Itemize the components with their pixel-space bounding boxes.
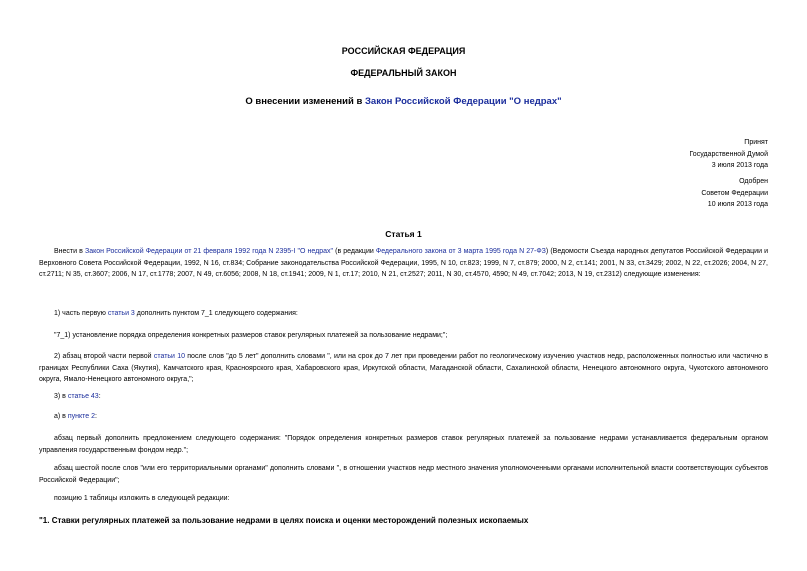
adoption-block xyxy=(689,137,768,172)
law-reference-link[interactable]: Закон Российской Федерации от 21 февраля 1992 года N 2395-I "О недрах" xyxy=(84,248,334,255)
paragraph-text: : xyxy=(95,413,97,420)
paragraph-text: Внести в xyxy=(54,248,85,255)
approval-block xyxy=(701,176,768,211)
approval-body: Советом Федерации xyxy=(701,189,768,197)
paragraph-intro xyxy=(39,246,768,281)
paragraph-text: после слов "до 5 лет" дополнить словами ", или на срок до 7 лет при проведении работ по геологическому изучению участков недр, расположенных полностью или частично в границах Республики Саха (Якутия), Камчатского края, Красноярского края, Хабаровского края, Иркутской области, Магаданской области, Сахалинской области, Ненецкого автономного округа, Чукотского автономного округа, Ямало-Ненецкого автономного округа,"; xyxy=(39,353,768,384)
adoption-body: Государственной Думой xyxy=(689,150,768,158)
paragraph-text: 3) в xyxy=(54,393,68,400)
paragraph-table-position: позицию 1 таблицы изложить в следующей редакции: xyxy=(54,495,230,502)
adoption-status: Принят xyxy=(744,139,768,146)
paragraph-item-3 xyxy=(39,391,768,403)
adoption-date: 3 июля 2013 года xyxy=(711,162,768,169)
paragraph-item-2 xyxy=(39,351,768,386)
paragraph-text: : xyxy=(98,393,101,400)
paragraph-text: а) в xyxy=(54,413,68,420)
approval-date: 10 июля 2013 года xyxy=(707,201,768,208)
paragraph-first-abzac: абзац первый дополнить предложением следующего содержания: "Порядок определения конкретных размеров ставок регулярных платежей за пользование недрами устанавливается федеральным органом управления государственным фондом недр."; xyxy=(39,435,768,454)
amendment-reference-link[interactable]: Федерального закона от 3 марта 1995 года N 27-ФЗ xyxy=(375,248,546,255)
law-title-prefix: О внесении изменений в xyxy=(245,96,365,107)
table-position-heading: "1. Ставки регулярных платежей за пользование недрами в целях поиска и оценки месторождений полезных ископаемых xyxy=(39,516,529,525)
paragraph-sixth-abzac: абзац шестой после слов "или его территориальными органами" дополнить словами ", в отношении участков недр местного значения уполномоченными органами исполнительной власти соответствующих субъектов Российской Федерации"; xyxy=(39,465,768,484)
article-10-link[interactable]: статьи 10 xyxy=(153,353,185,360)
paragraph-text: 1) часть первую xyxy=(54,310,108,317)
document-type-heading: ФЕДЕРАЛЬНЫЙ ЗАКОН xyxy=(350,68,457,78)
point-2-link[interactable]: пункте 2 xyxy=(67,413,95,420)
law-title-link[interactable]: Закон Российской Федерации "О недрах" xyxy=(364,96,562,107)
article-43-link[interactable]: статье 43 xyxy=(67,393,99,400)
paragraph-subitem-a xyxy=(39,411,768,423)
paragraph-text: дополнить пунктом 7_1 следующего содержания: xyxy=(134,310,298,317)
paragraph-text: ) (Ведомости Съезда народных депутатов Российской Федерации и Верховного Совета Российской Федерации, 1992, N 16, ст.834; Собрание законодательства Российской Федерации, 1995, N 10, ст.823; 1999, N 7, ст.879; 2000, N 2, ст.141; 2001, N 33, ст.3429; 2002, N 22, ст.2026; 2004, N 27, ст.2711; N 35, ст.3607; 2006, N 17, ст.1778; 2007, N 49, ст.6056; 2008, N 18, ст.1941; 2009, N 1, ст.17; 2010, N 21, ст.2527; 2011, N 30, ст.4570, 4590; N 49, ст.7042; 2013, N 19, ст.2312) следующие изменения: xyxy=(39,248,768,279)
article-3-link[interactable]: статьи 3 xyxy=(107,310,135,317)
country-heading: РОССИЙСКАЯ ФЕДЕРАЦИЯ xyxy=(341,46,466,56)
law-title xyxy=(0,96,807,107)
paragraph-text: 2) абзац второй части первой xyxy=(54,353,154,360)
approval-status: Одобрен xyxy=(739,178,768,185)
article-heading: Статья 1 xyxy=(385,229,422,239)
paragraph-item-1 xyxy=(39,308,768,320)
paragraph-quote-7-1: "7_1) установление порядка определения конкретных размеров ставок регулярных платежей за пользование недрами;"; xyxy=(54,332,448,339)
paragraph-text: (в редакции xyxy=(333,248,376,255)
